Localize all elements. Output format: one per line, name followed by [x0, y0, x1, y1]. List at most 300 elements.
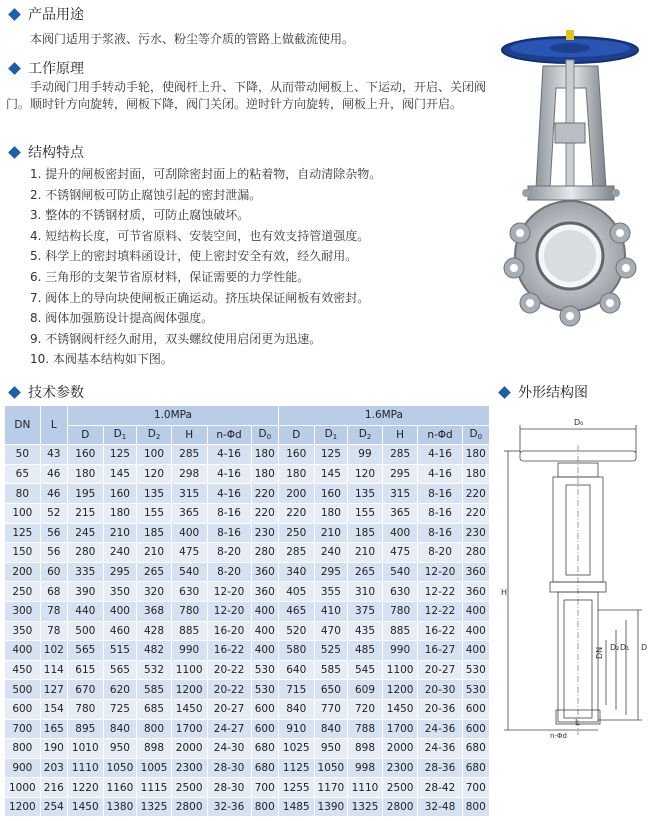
table-cell: 80: [5, 484, 41, 504]
table-cell: 1450: [67, 797, 103, 817]
table-cell: 400: [251, 601, 278, 621]
table-cell: 400: [103, 601, 137, 621]
table-cell: 630: [171, 582, 207, 602]
table-cell: 355: [314, 582, 348, 602]
table-cell: 16-20: [207, 621, 251, 641]
table-cell: 68: [40, 582, 67, 602]
table-cell: 1380: [103, 797, 137, 817]
table-row: [5, 523, 490, 543]
table-cell: 450: [5, 660, 41, 680]
table-cell: 210: [103, 523, 137, 543]
table-cell: 365: [382, 503, 418, 523]
table-cell: 365: [171, 503, 207, 523]
table-cell: 230: [251, 523, 278, 543]
table-cell: 2300: [382, 758, 418, 778]
table-cell: 120: [348, 464, 383, 484]
table-cell: 530: [251, 680, 278, 700]
column-header-main: D: [292, 428, 301, 441]
table-cell: 609: [348, 680, 383, 700]
table-cell: 360: [251, 562, 278, 582]
table-cell: 670: [67, 680, 103, 700]
table-cell: 400: [382, 523, 418, 543]
list-item: 7. 阀体上的导向块使闸板正确运动。挤压块保证闸板有效密封。: [30, 290, 370, 305]
table-cell: 700: [251, 778, 278, 798]
table-cell: 800: [137, 719, 172, 739]
column-header: [462, 425, 489, 445]
diamond-bullet-icon: [8, 8, 21, 21]
table-cell: 360: [251, 582, 278, 602]
table-cell: 180: [278, 464, 314, 484]
table-cell: 280: [67, 543, 103, 563]
table-cell: 400: [462, 601, 489, 621]
table-cell: 150: [5, 543, 41, 563]
table-cell: 180: [314, 503, 348, 523]
table-cell: 16-22: [418, 621, 462, 641]
table-row: [5, 464, 490, 484]
table-cell: 910: [278, 719, 314, 739]
list-item: 1. 提升的闸板密封面，可刮除密封面上的粘着物，自动清除杂物。: [30, 167, 382, 181]
table-cell: 65: [5, 464, 41, 484]
table-cell: 788: [348, 719, 383, 739]
diamond-bullet-icon: [8, 146, 21, 159]
table-cell: 715: [278, 680, 314, 700]
table-cell: 600: [5, 699, 41, 719]
table-row: [5, 778, 490, 798]
list-item: 10. 本阀基本结构如下图。: [30, 352, 173, 367]
table-cell: 8-16: [418, 503, 462, 523]
table-cell: 28-42: [418, 778, 462, 798]
table-row: [5, 758, 490, 778]
column-header: [348, 425, 383, 445]
params-title: 技术参数: [28, 385, 84, 401]
table-row: [5, 445, 490, 465]
table-cell: 685: [137, 699, 172, 719]
sub-header-row: [5, 425, 490, 445]
table-cell: 1025: [278, 739, 314, 759]
table-cell: 215: [67, 503, 103, 523]
table-cell: 340: [278, 562, 314, 582]
table-cell: 180: [251, 445, 278, 465]
header-group-1: 1.0MPa: [67, 406, 278, 426]
table-cell: 500: [67, 621, 103, 641]
label-dn: DN: [595, 646, 604, 659]
table-cell: 770: [314, 699, 348, 719]
table-cell: 8-20: [207, 543, 251, 563]
label-h: H: [501, 588, 508, 597]
column-header-main: D: [358, 428, 367, 441]
table-cell: 280: [462, 543, 489, 563]
table-cell: 895: [67, 719, 103, 739]
table-cell: 482: [137, 641, 172, 661]
table-cell: 4-16: [418, 464, 462, 484]
section-title-usage: [6, 4, 84, 24]
table-cell: 102: [40, 641, 67, 661]
table-cell: 400: [251, 621, 278, 641]
header-dn: DN: [5, 406, 41, 445]
table-cell: 8-20: [207, 562, 251, 582]
table-row: [5, 503, 490, 523]
table-cell: 1110: [348, 778, 383, 798]
table-cell: 1110: [67, 758, 103, 778]
table-row: [5, 797, 490, 817]
table-cell: 285: [382, 445, 418, 465]
table-cell: 532: [137, 660, 172, 680]
table-cell: 220: [251, 503, 278, 523]
diamond-bullet-icon: [8, 386, 21, 399]
table-cell: 315: [382, 484, 418, 504]
table-cell: 530: [462, 660, 489, 680]
label-d0: D₀: [574, 418, 584, 427]
table-cell: 580: [278, 641, 314, 661]
table-cell: 615: [67, 660, 103, 680]
table-cell: 1325: [137, 797, 172, 817]
table-cell: 1700: [171, 719, 207, 739]
table-cell: 315: [171, 484, 207, 504]
table-cell: 780: [382, 601, 418, 621]
table-cell: 600: [251, 719, 278, 739]
table-cell: 2500: [171, 778, 207, 798]
table-cell: 530: [251, 660, 278, 680]
list-item: 4. 短结构长度，可节省原料、安装空间，也有效支持管道强度。: [30, 228, 370, 243]
table-cell: 475: [171, 543, 207, 563]
table-cell: 125: [314, 445, 348, 465]
table-cell: 4-16: [418, 445, 462, 465]
table-cell: 600: [251, 699, 278, 719]
table-cell: 460: [103, 621, 137, 641]
table-cell: 1050: [103, 758, 137, 778]
table-cell: 20-36: [418, 699, 462, 719]
table-cell: 368: [137, 601, 172, 621]
table-cell: 950: [103, 739, 137, 759]
table-cell: 410: [314, 601, 348, 621]
table-cell: 52: [40, 503, 67, 523]
table-cell: 220: [251, 484, 278, 504]
column-header-subscript: 2: [155, 433, 161, 442]
table-cell: 24-27: [207, 719, 251, 739]
table-cell: 310: [348, 582, 383, 602]
table-row: [5, 641, 490, 661]
column-header: [251, 425, 278, 445]
table-cell: 203: [40, 758, 67, 778]
table-cell: 180: [103, 503, 137, 523]
table-cell: 2800: [171, 797, 207, 817]
table-cell: 1005: [137, 758, 172, 778]
table-cell: 375: [348, 601, 383, 621]
header-l: L: [40, 406, 67, 445]
table-cell: 50: [5, 445, 41, 465]
column-header: [418, 425, 462, 445]
table-cell: 700: [5, 719, 41, 739]
table-cell: 56: [40, 523, 67, 543]
table-cell: 12-22: [418, 601, 462, 621]
column-header-main: H: [185, 428, 194, 441]
table-cell: 800: [5, 739, 41, 759]
column-header-subscript: 0: [477, 433, 483, 442]
table-cell: 2000: [171, 739, 207, 759]
table-cell: 885: [171, 621, 207, 641]
table-cell: 8-16: [207, 523, 251, 543]
table-cell: 680: [462, 758, 489, 778]
label-d1: D₁: [620, 643, 630, 652]
label-d2: D₂: [610, 643, 620, 652]
table-cell: 295: [103, 562, 137, 582]
table-cell: 43: [40, 445, 67, 465]
list-item: 6. 三角形的支架节省原材料，保证需要的力学性能。: [30, 269, 310, 284]
table-row: [5, 484, 490, 504]
table-cell: 185: [137, 523, 172, 543]
column-header: [207, 425, 251, 445]
table-cell: 630: [382, 582, 418, 602]
table-cell: 160: [314, 484, 348, 504]
table-cell: 885: [382, 621, 418, 641]
table-row: [5, 562, 490, 582]
table-cell: 285: [278, 543, 314, 563]
table-cell: 145: [103, 464, 137, 484]
column-header-main: D: [258, 428, 267, 441]
table-cell: 1170: [314, 778, 348, 798]
table-cell: 160: [278, 445, 314, 465]
table-cell: 350: [5, 621, 41, 641]
table-cell: 185: [348, 523, 383, 543]
column-header: [67, 425, 103, 445]
table-cell: 160: [67, 445, 103, 465]
table-cell: 8-16: [207, 503, 251, 523]
table-cell: 1200: [382, 680, 418, 700]
table-cell: 428: [137, 621, 172, 641]
table-cell: 1200: [5, 797, 41, 817]
table-cell: 540: [171, 562, 207, 582]
table-cell: 135: [348, 484, 383, 504]
column-header-main: n-Φd: [216, 428, 242, 441]
table-cell: 1100: [382, 660, 418, 680]
table-cell: 400: [462, 641, 489, 661]
column-header: [103, 425, 137, 445]
table-cell: 720: [348, 699, 383, 719]
table-cell: 265: [137, 562, 172, 582]
table-cell: 1000: [5, 778, 41, 798]
table-cell: 898: [348, 739, 383, 759]
table-cell: 240: [103, 543, 137, 563]
table-cell: 465: [278, 601, 314, 621]
features-title: 结构特点: [28, 145, 84, 161]
table-cell: 295: [314, 562, 348, 582]
table-cell: 1700: [382, 719, 418, 739]
table-cell: 475: [382, 543, 418, 563]
table-cell: 28-36: [418, 758, 462, 778]
usage-text: 本阀门适用于浆液、污水、粉尘等介质的管路上做截流使用。: [30, 32, 355, 46]
table-cell: 2300: [171, 758, 207, 778]
column-header-main: D: [81, 428, 90, 441]
table-cell: 230: [462, 523, 489, 543]
table-cell: 216: [40, 778, 67, 798]
table-cell: 2000: [382, 739, 418, 759]
table-cell: 390: [67, 582, 103, 602]
table-cell: 100: [5, 503, 41, 523]
table-cell: 220: [462, 484, 489, 504]
table-cell: 840: [314, 719, 348, 739]
column-header-main: D: [324, 428, 333, 441]
section-title-params: [6, 382, 84, 402]
valve-photo: [498, 28, 648, 348]
diamond-bullet-icon: [8, 62, 21, 75]
table-row: [5, 543, 490, 563]
table-cell: 250: [5, 582, 41, 602]
table-cell: 4-16: [207, 484, 251, 504]
table-cell: 78: [40, 601, 67, 621]
table-row: [5, 680, 490, 700]
table-cell: 680: [251, 758, 278, 778]
table-cell: 680: [462, 739, 489, 759]
table-cell: 1200: [171, 680, 207, 700]
list-item: 9. 不锈钢阀杆经久耐用，双头螺纹使用启闭更为迅速。: [30, 331, 322, 346]
label-d: D: [641, 643, 648, 652]
table-cell: 1450: [171, 699, 207, 719]
column-header-subscript: 1: [121, 433, 127, 442]
table-cell: 700: [462, 778, 489, 798]
table-cell: 155: [137, 503, 172, 523]
table-cell: 28-30: [207, 778, 251, 798]
diamond-bullet-icon: [498, 386, 511, 399]
table-cell: 20-22: [207, 660, 251, 680]
table-cell: 360: [462, 562, 489, 582]
table-cell: 8-20: [418, 543, 462, 563]
list-item: 5. 科学上的密封填料函设计，使上密封安全有效，经久耐用。: [30, 249, 358, 264]
table-row: [5, 601, 490, 621]
table-cell: 24-30: [207, 739, 251, 759]
table-cell: 12-22: [418, 582, 462, 602]
table-row: [5, 739, 490, 759]
table-cell: 350: [103, 582, 137, 602]
table-cell: 200: [278, 484, 314, 504]
table-row: [5, 699, 490, 719]
table-cell: 525: [314, 641, 348, 661]
table-cell: 20-27: [207, 699, 251, 719]
table-cell: 165: [40, 719, 67, 739]
table-cell: 12-20: [207, 601, 251, 621]
table-cell: 1050: [314, 758, 348, 778]
outline-drawing: [498, 405, 658, 740]
table-cell: 990: [382, 641, 418, 661]
table-cell: 210: [314, 523, 348, 543]
table-cell: 990: [171, 641, 207, 661]
table-cell: 400: [5, 641, 41, 661]
table-row: [5, 660, 490, 680]
table-cell: 545: [348, 660, 383, 680]
spec-table-body: [5, 445, 490, 817]
table-cell: 100: [137, 445, 172, 465]
table-cell: 210: [348, 543, 383, 563]
principle-text: 手动阀门用手转动手轮，使阀杆上升、下降，从而带动闸板上、下运动，开启、关闭阀门。顺时针方向旋转，闸板下降，阀门关闭。逆时针方向旋转，闸板上升，阀门开启。: [6, 80, 487, 111]
drawing-title: 外形结构图: [518, 385, 588, 401]
table-cell: 78: [40, 621, 67, 641]
table-cell: 780: [67, 699, 103, 719]
table-cell: 127: [40, 680, 67, 700]
column-header: [171, 425, 207, 445]
table-cell: 12-20: [207, 582, 251, 602]
table-cell: 400: [171, 523, 207, 543]
table-cell: 280: [251, 543, 278, 563]
table-cell: 800: [462, 797, 489, 817]
table-cell: 565: [103, 660, 137, 680]
table-cell: 1325: [348, 797, 383, 817]
table-cell: 840: [278, 699, 314, 719]
table-cell: 285: [171, 445, 207, 465]
table-cell: 160: [103, 484, 137, 504]
table-cell: 28-30: [207, 758, 251, 778]
table-cell: 20-30: [418, 680, 462, 700]
column-header: [278, 425, 314, 445]
table-cell: 585: [137, 680, 172, 700]
table-cell: 254: [40, 797, 67, 817]
list-item: 3. 整体的不锈钢材质，可防止腐蚀破坏。: [30, 208, 250, 223]
table-cell: 335: [67, 562, 103, 582]
table-cell: 240: [314, 543, 348, 563]
section-title-drawing: [496, 382, 588, 402]
table-cell: 20-27: [418, 660, 462, 680]
table-cell: 620: [103, 680, 137, 700]
table-cell: 99: [348, 445, 383, 465]
label-n-phi-d: n-Φd: [550, 732, 567, 740]
table-cell: 24-36: [418, 719, 462, 739]
table-cell: 32-48: [418, 797, 462, 817]
table-cell: 220: [278, 503, 314, 523]
table-cell: 4-16: [207, 445, 251, 465]
table-cell: 300: [5, 601, 41, 621]
table-cell: 8-16: [418, 484, 462, 504]
table-cell: 16-22: [207, 641, 251, 661]
table-cell: 12-20: [418, 562, 462, 582]
column-header: [314, 425, 348, 445]
column-header-main: H: [396, 428, 405, 441]
section-title-features: [6, 142, 84, 162]
table-cell: 195: [67, 484, 103, 504]
table-cell: 60: [40, 562, 67, 582]
table-cell: 520: [278, 621, 314, 641]
table-cell: 8-16: [418, 523, 462, 543]
table-cell: 840: [103, 719, 137, 739]
table-cell: 1125: [278, 758, 314, 778]
table-cell: 2800: [382, 797, 418, 817]
table-cell: 295: [382, 464, 418, 484]
table-cell: 400: [251, 641, 278, 661]
table-cell: 56: [40, 543, 67, 563]
table-cell: 540: [382, 562, 418, 582]
table-cell: 950: [314, 739, 348, 759]
table-cell: 154: [40, 699, 67, 719]
table-cell: 515: [103, 641, 137, 661]
table-cell: 114: [40, 660, 67, 680]
table-cell: 190: [40, 739, 67, 759]
table-cell: 180: [462, 464, 489, 484]
table-cell: 998: [348, 758, 383, 778]
table-cell: 2500: [382, 778, 418, 798]
table-cell: 585: [314, 660, 348, 680]
table-cell: 145: [314, 464, 348, 484]
table-cell: 46: [40, 464, 67, 484]
principle-title: 工作原理: [28, 61, 84, 77]
label-l: L: [575, 718, 580, 727]
table-cell: 135: [137, 484, 172, 504]
table-cell: 640: [278, 660, 314, 680]
table-cell: 4-16: [207, 464, 251, 484]
table-cell: 220: [462, 503, 489, 523]
header-group-2: 1.6MPa: [278, 406, 489, 426]
table-cell: 1160: [103, 778, 137, 798]
table-cell: 1255: [278, 778, 314, 798]
table-cell: 900: [5, 758, 41, 778]
table-cell: 46: [40, 484, 67, 504]
table-cell: 180: [462, 445, 489, 465]
